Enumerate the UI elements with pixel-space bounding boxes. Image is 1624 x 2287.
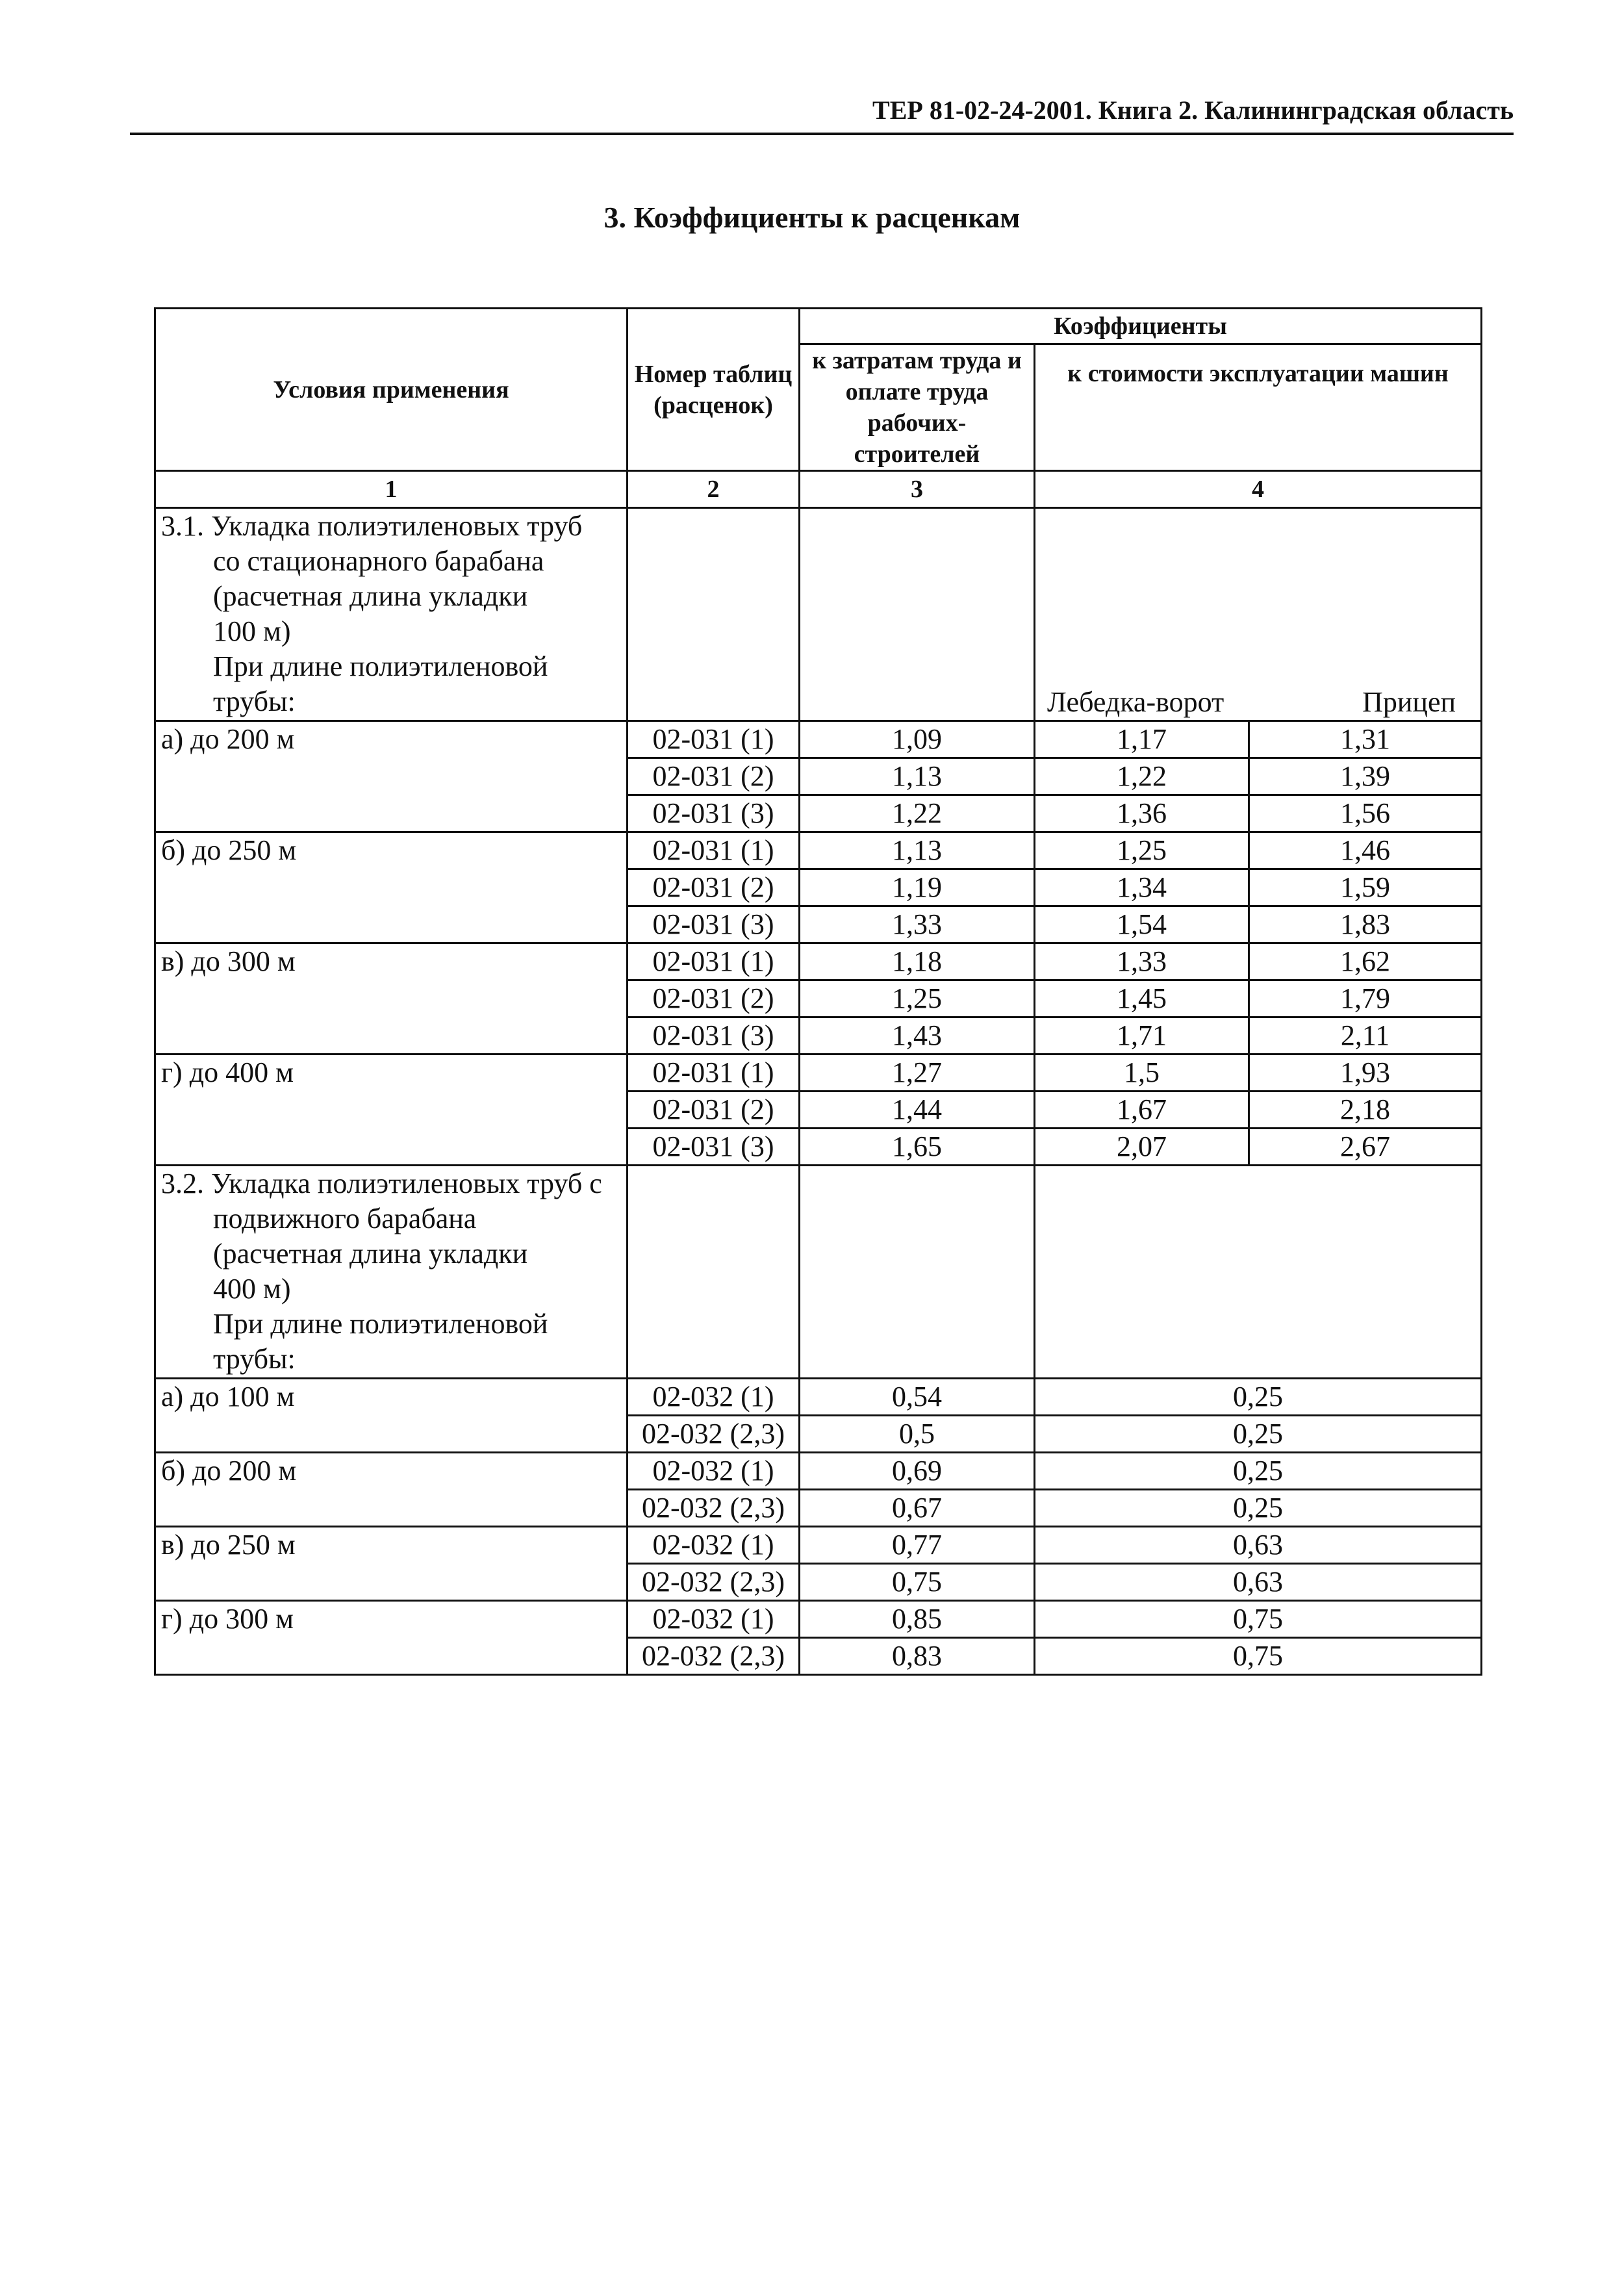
condition-label: а) до 100 м [155,1379,628,1453]
table-code: 02-031 (3) [628,906,800,943]
labor-coefficient: 1,27 [800,1054,1035,1092]
table-code: 02-032 (1) [628,1453,800,1490]
group2-line: (расчетная длина укладки [213,1238,528,1270]
labor-coefficient: 1,19 [800,869,1035,906]
group1-description [155,508,628,721]
winch-coefficient: 1,33 [1035,943,1249,980]
machine-coefficient: 0,75 [1035,1601,1482,1638]
labor-coefficient: 0,5 [800,1416,1035,1453]
trailer-coefficient: 1,62 [1249,943,1482,980]
trailer-coefficient: 1,39 [1249,758,1482,795]
group2-description-row [155,1166,1482,1379]
machine-coefficient: 0,25 [1035,1490,1482,1527]
labor-coefficient: 1,13 [800,758,1035,795]
trailer-coefficient: 1,59 [1249,869,1482,906]
running-header: ТЕР 81-02-24-2001. Книга 2. Калининградская область [872,96,1514,125]
machine-coefficient: 0,25 [1035,1453,1482,1490]
table-code: 02-031 (3) [628,1129,800,1166]
labor-coefficient: 0,77 [800,1527,1035,1564]
table-code: 02-031 (1) [628,1054,800,1092]
machine-coefficient: 0,25 [1035,1379,1482,1416]
group2-line: 400 м) [213,1273,291,1305]
winch-coefficient: 1,22 [1035,758,1249,795]
winch-coefficient: 1,71 [1035,1017,1249,1054]
section-title: 3. Коэффициенты к расценкам [603,201,1021,234]
winch-coefficient: 1,17 [1035,721,1249,758]
group2-line: подвижного барабана [213,1203,477,1234]
condition-label: г) до 300 м [155,1601,628,1675]
labor-coefficient: 1,18 [800,943,1035,980]
header-conditions: Условия применения [155,309,628,471]
column-number: 4 [1035,471,1482,508]
machine-coefficient: 0,25 [1035,1416,1482,1453]
labor-coefficient: 1,13 [800,832,1035,869]
table-code: 02-031 (1) [628,721,800,758]
table-code: 02-032 (1) [628,1601,800,1638]
table-row [155,1601,1482,1638]
group2-title: 3.2. Укладка полиэтиленовых труб с [161,1168,602,1199]
table-code: 02-032 (1) [628,1527,800,1564]
table-row [155,832,1482,869]
labor-coefficient: 1,65 [800,1129,1035,1166]
table-row [155,943,1482,980]
table-code: 02-032 (2,3) [628,1638,800,1675]
table-code: 02-032 (1) [628,1379,800,1416]
header-row-1 [155,309,1482,344]
trailer-coefficient: 2,18 [1249,1092,1482,1129]
table-row [155,1527,1482,1564]
table-code: 02-032 (2,3) [628,1490,800,1527]
blank-cell [800,1166,1035,1379]
column-number: 2 [628,471,800,508]
trailer-coefficient: 1,83 [1249,906,1482,943]
labor-coefficient: 0,75 [800,1564,1035,1601]
header-rule [130,133,1514,135]
condition-label: в) до 300 м [155,943,628,1054]
table-code: 02-031 (2) [628,869,800,906]
header-labor: к затратам труда и оплате труда рабочих-строителей [800,344,1035,471]
group2-line: трубы: [213,1343,296,1375]
blank-cell [1035,1166,1482,1379]
group1-line: (расчетная длина укладки [213,580,528,612]
group2-line: При длине полиэтиленовой [213,1308,548,1340]
table-code: 02-031 (3) [628,1017,800,1054]
table-code: 02-031 (2) [628,1092,800,1129]
labor-coefficient: 0,67 [800,1490,1035,1527]
trailer-coefficient: 1,31 [1249,721,1482,758]
labor-coefficient: 1,25 [800,980,1035,1017]
trailer-coefficient: 1,93 [1249,1054,1482,1092]
header-coefficients: Коэффициенты [800,309,1482,344]
winch-coefficient: 1,67 [1035,1092,1249,1129]
trailer-coefficient: 1,79 [1249,980,1482,1017]
winch-coefficient: 1,34 [1035,869,1249,906]
blank-cell [628,1166,800,1379]
group1-line: При длине полиэтиленовой [213,650,548,682]
table-code: 02-031 (1) [628,943,800,980]
group1-title: 3.1. Укладка полиэтиленовых труб [161,510,583,542]
labor-coefficient: 0,54 [800,1379,1035,1416]
coefficients-table [154,307,1482,1676]
column-number: 1 [155,471,628,508]
group1-description-row [155,508,1482,721]
column-number: 3 [800,471,1035,508]
trailer-coefficient: 1,46 [1249,832,1482,869]
column-number-row [155,471,1482,508]
header-table-number: Номер таблиц (расценок) [628,309,800,471]
table-code: 02-031 (3) [628,795,800,832]
labor-coefficient: 1,22 [800,795,1035,832]
table-code: 02-031 (2) [628,758,800,795]
blank-cell [800,508,1035,721]
table-row [155,1453,1482,1490]
trailer-coefficient: 1,56 [1249,795,1482,832]
table-code: 02-031 (1) [628,832,800,869]
winch-coefficient: 1,45 [1035,980,1249,1017]
condition-label: г) до 400 м [155,1054,628,1166]
sub-label-winch: Лебедка-ворот [1047,686,1224,718]
machine-coefficient: 0,75 [1035,1638,1482,1675]
table-row [155,1054,1482,1092]
group1-line: со стационарного барабана [213,545,544,577]
condition-label: б) до 250 м [155,832,628,943]
winch-coefficient: 1,5 [1035,1054,1249,1092]
condition-label: б) до 200 м [155,1453,628,1527]
labor-coefficient: 1,33 [800,906,1035,943]
labor-coefficient: 0,85 [800,1601,1035,1638]
table-code: 02-031 (2) [628,980,800,1017]
labor-coefficient: 1,43 [800,1017,1035,1054]
sub-label-trailer: Прицеп [1362,686,1456,718]
labor-coefficient: 0,69 [800,1453,1035,1490]
condition-label: в) до 250 м [155,1527,628,1601]
labor-coefficient: 1,44 [800,1092,1035,1129]
labor-coefficient: 0,83 [800,1638,1035,1675]
winch-coefficient: 2,07 [1035,1129,1249,1166]
machine-sub-labels [1035,508,1482,721]
table-row [155,721,1482,758]
table-row [155,1379,1482,1416]
blank-cell [628,508,800,721]
group1-line: 100 м) [213,615,291,647]
table-code: 02-032 (2,3) [628,1416,800,1453]
machine-coefficient: 0,63 [1035,1527,1482,1564]
labor-coefficient: 1,09 [800,721,1035,758]
header-machines: к стоимости эксплуатации машин [1035,344,1482,471]
machine-coefficient: 0,63 [1035,1564,1482,1601]
group1-line: трубы: [213,685,296,717]
winch-coefficient: 1,36 [1035,795,1249,832]
trailer-coefficient: 2,11 [1249,1017,1482,1054]
condition-label: а) до 200 м [155,721,628,832]
group2-description [155,1166,628,1379]
winch-coefficient: 1,25 [1035,832,1249,869]
table-code: 02-032 (2,3) [628,1564,800,1601]
trailer-coefficient: 2,67 [1249,1129,1482,1166]
winch-coefficient: 1,54 [1035,906,1249,943]
